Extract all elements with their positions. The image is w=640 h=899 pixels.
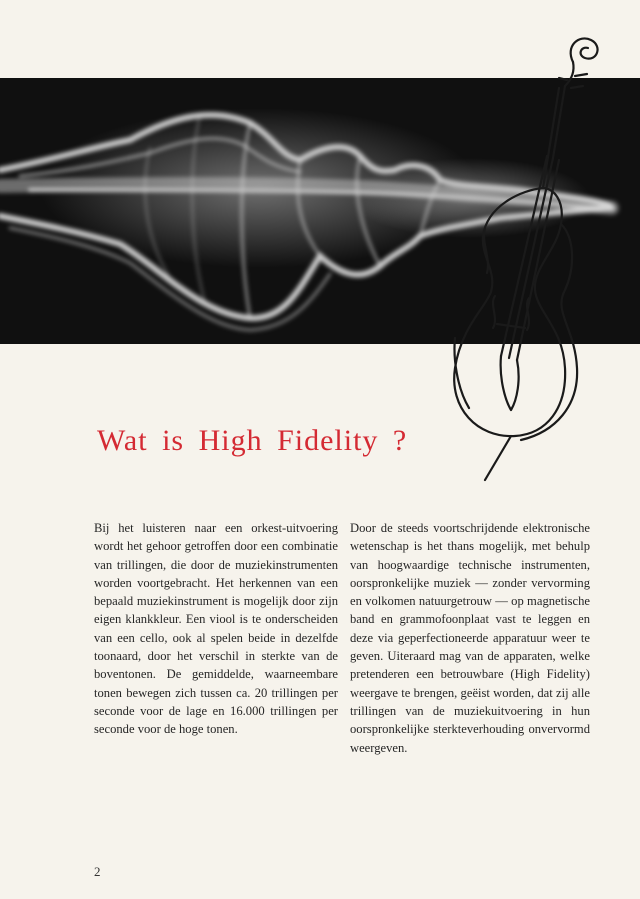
body-text-left-column: Bij het luisteren naar een orkest-uitvoering wordt het gehoor getroffen door een combinatie van trillingen, die door de muziekinstrumenten worden voortgebracht. Het herkennen van een bepaald muziekinstrument is mogelijk door zijn eigen klankkleur. Een viool is te onderscheiden van een cello, ook al spelen beide in dezelfde toonaard, door het verschil in sterkte van de boventonen. De gemiddelde, waarneembare tonen bewegen zich tussen ca. 20 trillingen per seconde voor de lage en 16.000 trillingen per seconde voor de hoge tonen. xyxy=(94,521,338,737)
cello-illustration xyxy=(425,28,625,484)
page-title: Wat is High Fidelity ? xyxy=(97,424,408,457)
cello-line-drawing xyxy=(425,28,625,484)
body-text-right-column: Door de steeds voortschrijdende elektronische wetenschap is het thans mogelijk, met behulp van hoogwaardige technische instrumenten, oorspronkelijke muziek — zonder vervorming en volkomen natuurgetrouw — op magnetische band en grammofoonplaat vast te leggen en deze via geperfectioneerde apparatuur weer te geven. Uiteraard mag van de apparaten, welke pretenderen een betrouwbare (High Fidelity) weergave te brengen, geëist worden, dat zij alle trillingen van de muziekuitvoering in hun oorspronkelijke sterkteverhouding onvervormd weergeven. xyxy=(350,521,590,755)
page-number: 2 xyxy=(94,864,101,879)
